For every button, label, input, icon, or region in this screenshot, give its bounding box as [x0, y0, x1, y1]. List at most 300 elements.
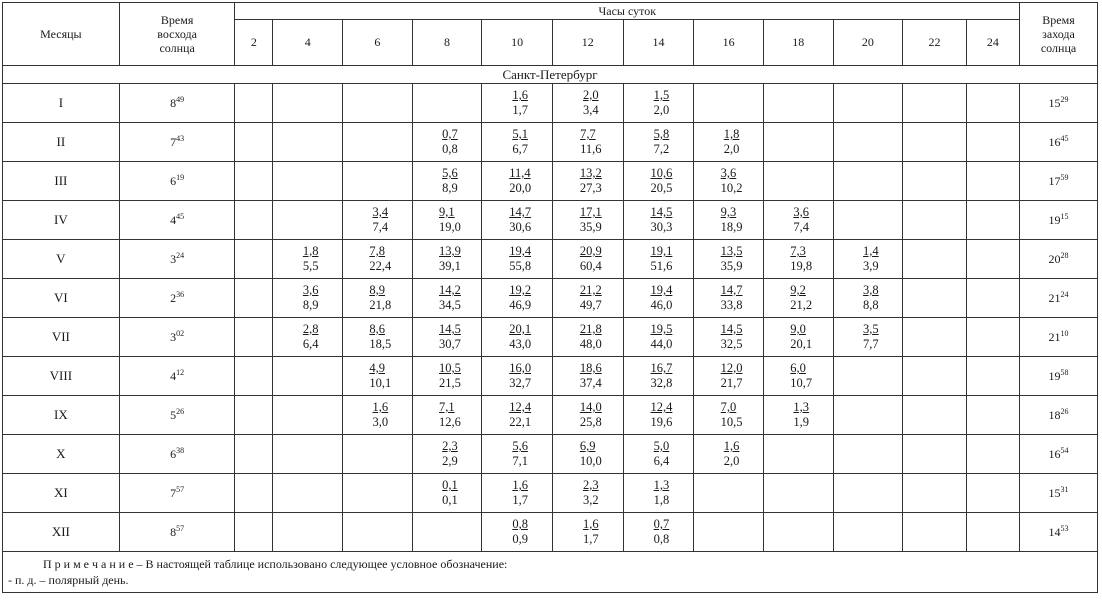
value-total: 32,8 — [650, 376, 673, 390]
sunset-time-minutes: 31 — [1060, 485, 1069, 494]
value-cell — [412, 84, 482, 123]
value-fraction — [721, 166, 743, 196]
value-direct: 14,2 — [439, 283, 461, 297]
sunrise-time-hours: 8 — [170, 96, 177, 110]
value-direct: 5,8 — [653, 127, 670, 141]
value-total: 46,0 — [650, 298, 673, 312]
value-cell — [623, 84, 694, 123]
value-cell — [273, 318, 343, 357]
value-total: 5,5 — [302, 259, 319, 273]
value-cell — [412, 513, 482, 552]
value-cell — [966, 279, 1019, 318]
table-row — [3, 84, 1098, 123]
value-total: 22,1 — [509, 415, 532, 429]
value-fraction — [790, 361, 812, 391]
sunrise-time-hours: 5 — [170, 408, 177, 422]
header-hours-of-day: Часы суток — [235, 3, 1020, 20]
value-direct: 1,5 — [653, 88, 670, 102]
value-fraction — [373, 205, 389, 235]
value-cell — [694, 123, 764, 162]
value-total: 12,6 — [439, 415, 461, 429]
sunrise-time-hours: 3 — [170, 330, 177, 344]
value-cell — [412, 240, 482, 279]
value-total: 1,7 — [512, 103, 528, 117]
value-cell — [273, 162, 343, 201]
sunset-time-hours: 16 — [1048, 447, 1061, 461]
value-total: 10,5 — [720, 415, 743, 429]
value-cell — [482, 474, 553, 513]
table-body — [3, 66, 1098, 552]
table-row — [3, 201, 1098, 240]
value-total: 21,7 — [720, 376, 743, 390]
value-total: 39,1 — [439, 259, 461, 273]
value-direct: 7,1 — [439, 400, 455, 414]
value-total: 7,1 — [512, 454, 528, 468]
value-direct: 1,4 — [863, 244, 879, 258]
value-cell — [623, 201, 694, 240]
insolation-table-page — [2, 2, 1098, 603]
value-cell — [235, 513, 273, 552]
sunrise-time-hours: 6 — [170, 447, 177, 461]
value-fraction — [580, 205, 602, 235]
value-cell — [412, 396, 482, 435]
value-total: 6,4 — [653, 454, 670, 468]
value-direct: 5,6 — [512, 439, 528, 453]
sunset-time-minutes: 15 — [1060, 212, 1069, 221]
value-direct: 2,3 — [582, 478, 599, 492]
sunrise-time — [119, 435, 235, 474]
value-direct: 16,0 — [509, 361, 532, 375]
value-cell — [694, 279, 764, 318]
value-cell — [623, 123, 694, 162]
value-total: 2,0 — [723, 142, 740, 156]
value-cell — [552, 357, 623, 396]
value-fraction — [442, 478, 458, 508]
value-fraction — [580, 322, 602, 352]
value-total: 32,5 — [720, 337, 743, 351]
value-total: 1,8 — [653, 493, 670, 507]
sunset-time-hours: 18 — [1048, 408, 1061, 422]
value-fraction — [439, 283, 461, 313]
value-fraction — [369, 244, 391, 274]
value-direct: 19,1 — [650, 244, 673, 258]
month-cell: IV — [3, 201, 120, 240]
value-fraction — [580, 439, 602, 469]
value-fraction — [303, 283, 319, 313]
sunrise-time-hours: 7 — [170, 486, 177, 500]
value-direct: 14,7 — [509, 205, 532, 219]
value-direct: 14,5 — [720, 322, 743, 336]
value-fraction — [721, 244, 743, 274]
header-sunrise: Время восхода солнца — [119, 3, 235, 66]
value-total: 2,0 — [723, 454, 740, 468]
value-cell — [482, 84, 553, 123]
value-fraction — [721, 205, 743, 235]
value-direct: 14,5 — [650, 205, 673, 219]
value-fraction — [793, 400, 809, 430]
value-cell — [273, 435, 343, 474]
sunset-time-hours: 21 — [1048, 330, 1061, 344]
sunset-time — [1020, 240, 1098, 279]
value-cell — [552, 162, 623, 201]
value-total: 21,8 — [369, 298, 392, 312]
value-cell — [903, 240, 967, 279]
value-total: 1,7 — [582, 532, 599, 546]
value-total: 6,7 — [512, 142, 528, 156]
value-direct: 1,6 — [372, 400, 389, 414]
sunset-time — [1020, 435, 1098, 474]
value-total: 30,3 — [650, 220, 673, 234]
value-fraction — [439, 322, 461, 352]
value-total: 10,7 — [790, 376, 813, 390]
value-cell — [552, 435, 623, 474]
sunrise-time — [119, 357, 235, 396]
month-cell: III — [3, 162, 120, 201]
value-cell — [343, 474, 413, 513]
value-cell — [763, 435, 833, 474]
value-direct: 3,6 — [302, 283, 319, 297]
note-line-2: - п. д. – полярный день. — [8, 573, 129, 587]
value-cell — [966, 474, 1019, 513]
value-cell — [343, 435, 413, 474]
value-cell — [482, 513, 553, 552]
value-direct: 7,3 — [790, 244, 806, 258]
value-direct: 1,6 — [723, 439, 740, 453]
value-fraction — [509, 361, 531, 391]
value-total: 46,9 — [509, 298, 532, 312]
value-cell — [833, 513, 903, 552]
value-cell — [903, 84, 967, 123]
value-cell — [552, 84, 623, 123]
value-cell — [903, 201, 967, 240]
value-cell — [412, 123, 482, 162]
value-direct: 8,6 — [369, 322, 386, 336]
value-total: 3,2 — [582, 493, 599, 507]
value-total: 3,4 — [582, 103, 599, 117]
value-cell — [763, 396, 833, 435]
value-direct: 12,0 — [720, 361, 743, 375]
value-fraction — [651, 361, 673, 391]
month-cell: II — [3, 123, 120, 162]
value-fraction — [373, 400, 389, 430]
sunset-time-minutes: 29 — [1060, 95, 1069, 104]
value-fraction — [509, 166, 531, 196]
value-direct: 3,6 — [793, 205, 810, 219]
value-direct: 16,7 — [650, 361, 673, 375]
value-cell — [273, 123, 343, 162]
sunrise-time-minutes: 45 — [176, 212, 185, 221]
value-fraction — [509, 283, 531, 313]
value-cell — [482, 162, 553, 201]
sunset-time-hours: 19 — [1048, 213, 1061, 227]
value-cell — [763, 162, 833, 201]
table-row — [3, 123, 1098, 162]
sunset-time — [1020, 318, 1098, 357]
value-fraction — [651, 283, 673, 313]
value-cell — [694, 201, 764, 240]
sunset-time-minutes: 45 — [1060, 134, 1069, 143]
value-cell — [482, 123, 553, 162]
value-cell — [552, 396, 623, 435]
sunset-time-hours: 15 — [1048, 96, 1061, 110]
value-direct: 19,4 — [509, 244, 532, 258]
value-fraction — [442, 439, 458, 469]
value-cell — [552, 123, 623, 162]
value-cell — [694, 474, 764, 513]
value-fraction — [509, 205, 531, 235]
header-sunset: Время захода солнца — [1020, 3, 1098, 66]
value-fraction — [721, 283, 743, 313]
value-total: 18,9 — [720, 220, 743, 234]
sunrise-time-minutes: 36 — [176, 290, 185, 299]
value-fraction — [439, 244, 461, 274]
value-direct: 19,5 — [650, 322, 673, 336]
value-fraction — [580, 283, 602, 313]
value-cell — [763, 240, 833, 279]
value-total: 60,4 — [579, 259, 602, 273]
value-cell — [903, 435, 967, 474]
value-cell — [966, 318, 1019, 357]
value-direct: 14,0 — [579, 400, 602, 414]
value-direct: 13,5 — [720, 244, 743, 258]
value-cell — [552, 474, 623, 513]
value-fraction — [654, 478, 670, 508]
value-cell — [763, 357, 833, 396]
value-direct: 0,1 — [442, 478, 458, 492]
value-cell — [966, 123, 1019, 162]
value-cell — [903, 162, 967, 201]
value-cell — [482, 201, 553, 240]
value-total: 2,9 — [442, 454, 458, 468]
value-direct: 20,9 — [579, 244, 602, 258]
value-fraction — [651, 400, 673, 430]
value-cell — [412, 435, 482, 474]
sunrise-time — [119, 396, 235, 435]
value-direct: 9,2 — [790, 283, 806, 297]
value-fraction — [580, 166, 602, 196]
value-cell — [833, 318, 903, 357]
value-total: 0,8 — [653, 532, 670, 546]
value-total: 20,1 — [790, 337, 813, 351]
value-cell — [552, 201, 623, 240]
value-fraction — [442, 127, 458, 157]
value-cell — [623, 435, 694, 474]
value-cell — [966, 396, 1019, 435]
sunrise-time-minutes: 02 — [176, 329, 185, 338]
value-cell — [235, 84, 273, 123]
value-cell — [412, 357, 482, 396]
value-cell — [552, 279, 623, 318]
sunset-time-minutes: 10 — [1060, 329, 1069, 338]
sunrise-time-hours: 4 — [170, 369, 177, 383]
value-total: 19,0 — [439, 220, 461, 234]
value-total: 1,7 — [512, 493, 528, 507]
sunrise-time-minutes: 57 — [176, 524, 185, 533]
value-total: 8,8 — [863, 298, 879, 312]
value-direct: 1,6 — [582, 517, 599, 531]
value-fraction — [863, 283, 879, 313]
value-cell — [343, 84, 413, 123]
table-row — [3, 240, 1098, 279]
sunrise-time-hours: 3 — [170, 252, 177, 266]
value-fraction — [580, 127, 601, 157]
value-fraction — [509, 244, 531, 274]
city-name: Санкт-Петербург — [3, 66, 1098, 84]
value-cell — [903, 396, 967, 435]
insolation-table — [2, 2, 1098, 593]
month-cell: XII — [3, 513, 120, 552]
value-total: 35,9 — [720, 259, 743, 273]
value-cell — [694, 162, 764, 201]
value-cell — [694, 240, 764, 279]
value-cell — [694, 435, 764, 474]
month-cell: XI — [3, 474, 120, 513]
value-cell — [623, 162, 694, 201]
value-cell — [966, 201, 1019, 240]
value-total: 21,5 — [439, 376, 461, 390]
month-cell: X — [3, 435, 120, 474]
value-cell — [833, 240, 903, 279]
value-direct: 11,4 — [509, 166, 531, 180]
value-fraction — [512, 478, 528, 508]
value-fraction — [724, 439, 740, 469]
value-direct: 21,8 — [579, 322, 602, 336]
value-cell — [235, 201, 273, 240]
sunrise-time-hours: 4 — [170, 213, 177, 227]
table-row — [3, 396, 1098, 435]
value-fraction — [651, 166, 673, 196]
value-cell — [235, 240, 273, 279]
value-fraction — [303, 244, 319, 274]
value-cell — [763, 123, 833, 162]
value-total: 7,2 — [653, 142, 670, 156]
value-fraction — [721, 322, 743, 352]
value-direct: 1,3 — [793, 400, 810, 414]
value-cell — [482, 318, 553, 357]
value-cell — [966, 513, 1019, 552]
value-cell — [235, 279, 273, 318]
sunset-time-hours: 21 — [1048, 291, 1061, 305]
value-fraction — [509, 322, 531, 352]
value-cell — [694, 84, 764, 123]
value-total: 49,7 — [579, 298, 602, 312]
table-row — [3, 279, 1098, 318]
value-cell — [694, 396, 764, 435]
sunrise-time-minutes: 12 — [176, 368, 185, 377]
value-total: 11,6 — [580, 142, 602, 156]
value-fraction — [439, 205, 461, 235]
value-total: 44,0 — [650, 337, 673, 351]
value-direct: 13,9 — [439, 244, 461, 258]
value-cell — [273, 84, 343, 123]
value-direct: 9,0 — [790, 322, 806, 336]
month-cell: I — [3, 84, 120, 123]
value-fraction — [369, 361, 391, 391]
value-total: 8,9 — [442, 181, 458, 195]
value-cell — [903, 513, 967, 552]
sunset-time — [1020, 474, 1098, 513]
value-total: 0,1 — [442, 493, 458, 507]
value-cell — [235, 474, 273, 513]
value-cell — [552, 240, 623, 279]
sunset-time-minutes: 59 — [1060, 173, 1069, 182]
value-total: 22,4 — [369, 259, 392, 273]
sunrise-time-minutes: 49 — [176, 95, 185, 104]
sunset-time — [1020, 84, 1098, 123]
value-direct: 8,9 — [369, 283, 386, 297]
value-direct: 5,1 — [512, 127, 528, 141]
value-cell — [694, 513, 764, 552]
sunset-time-hours: 20 — [1048, 252, 1061, 266]
value-cell — [694, 357, 764, 396]
value-fraction — [512, 439, 528, 469]
value-cell — [343, 396, 413, 435]
value-cell — [763, 279, 833, 318]
value-direct: 3,6 — [720, 166, 737, 180]
value-total: 30,7 — [439, 337, 461, 351]
value-direct: 3,4 — [372, 205, 389, 219]
sunset-time-hours: 15 — [1048, 486, 1061, 500]
month-cell: IX — [3, 396, 120, 435]
value-cell — [273, 474, 343, 513]
value-total: 27,3 — [579, 181, 602, 195]
value-cell — [623, 513, 694, 552]
value-cell — [235, 357, 273, 396]
header-hour: 20 — [833, 20, 903, 66]
value-cell — [763, 84, 833, 123]
value-direct: 7,0 — [720, 400, 737, 414]
value-cell — [623, 240, 694, 279]
header-hour: 2 — [235, 20, 273, 66]
value-cell — [343, 162, 413, 201]
value-direct: 6,0 — [790, 361, 806, 375]
value-fraction — [369, 283, 391, 313]
header-hour: 14 — [623, 20, 694, 66]
value-direct: 18,6 — [579, 361, 602, 375]
value-cell — [412, 474, 482, 513]
value-direct: 4,9 — [369, 361, 386, 375]
value-total: 37,4 — [579, 376, 602, 390]
value-fraction — [863, 244, 879, 274]
value-total: 2,0 — [653, 103, 670, 117]
value-direct: 9,1 — [439, 205, 455, 219]
value-total: 35,9 — [579, 220, 602, 234]
value-cell — [966, 240, 1019, 279]
value-direct: 12,4 — [509, 400, 532, 414]
value-direct: 0,7 — [442, 127, 458, 141]
value-cell — [482, 435, 553, 474]
value-total: 8,9 — [302, 298, 319, 312]
value-total: 48,0 — [579, 337, 602, 351]
value-total: 0,8 — [442, 142, 458, 156]
value-total: 34,5 — [439, 298, 461, 312]
value-direct: 2,8 — [302, 322, 319, 336]
value-cell — [833, 201, 903, 240]
value-direct: 9,3 — [720, 205, 737, 219]
value-total: 18,5 — [369, 337, 392, 351]
value-fraction — [654, 127, 670, 157]
sunset-time — [1020, 162, 1098, 201]
value-total: 10,0 — [579, 454, 602, 468]
value-direct: 6,9 — [579, 439, 596, 453]
month-cell: V — [3, 240, 120, 279]
value-cell — [623, 396, 694, 435]
value-direct: 5,6 — [442, 166, 458, 180]
value-cell — [412, 201, 482, 240]
sunrise-time-minutes: 43 — [176, 134, 185, 143]
sunset-time-minutes: 28 — [1060, 251, 1069, 260]
value-cell — [273, 357, 343, 396]
